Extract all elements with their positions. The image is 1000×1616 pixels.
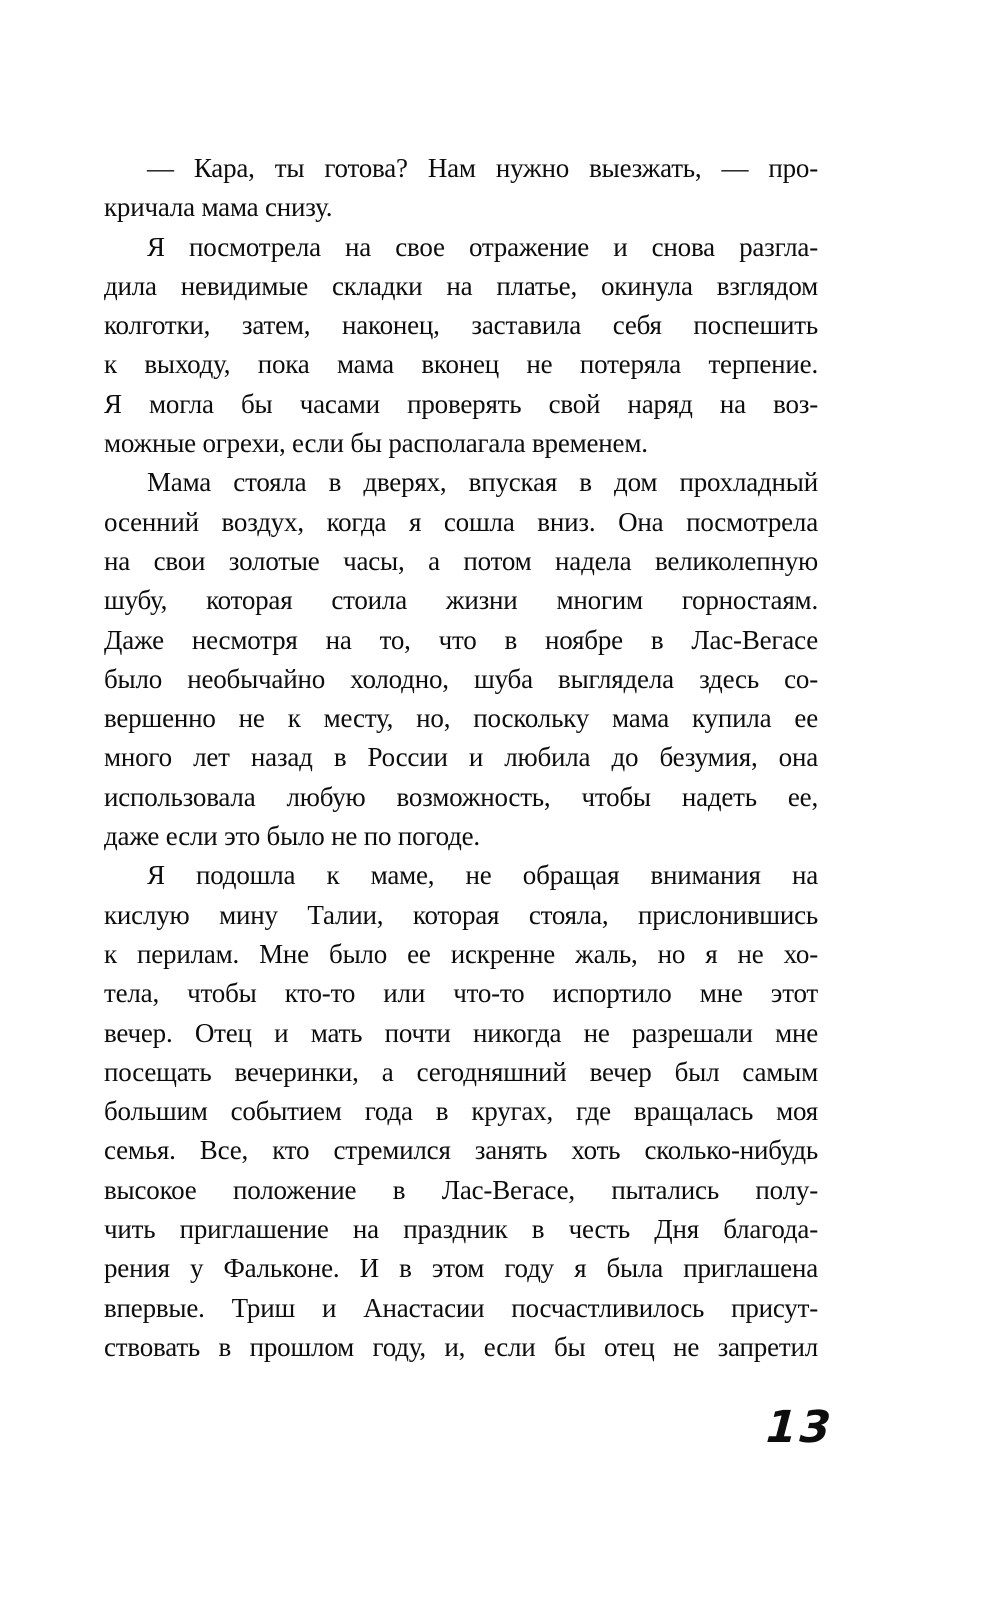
paragraph	[104, 149, 818, 228]
text-line: к перилам. Мне было ее искренне жаль, но я не хо-	[104, 938, 818, 969]
text-line: Я подошла к маме, не обращая внимания на	[147, 860, 818, 891]
paragraph	[104, 463, 818, 856]
text-line: рения у Фальконе. И в этом году я была приглашена	[104, 1253, 818, 1284]
text-line: шубу, которая стоила жизни многим горностаям.	[104, 585, 818, 616]
text-line: можные огрехи, если бы располагала временем.	[104, 428, 648, 459]
text-line: ствовать в прошлом году, и, если бы отец не запретил	[104, 1331, 818, 1362]
text-line: Даже несмотря на то, что в ноябре в Лас-Вегасе	[104, 624, 818, 655]
text-line: на свои золотые часы, а потом надела великолепную	[104, 545, 818, 576]
text-line: было необычайно холодно, шуба выглядела здесь со-	[104, 663, 818, 694]
text-line: посещать вечеринки, а сегодняшний вечер был самым	[104, 1056, 818, 1087]
text-line: Мама стояла в дверях, впуская в дом прохладный	[147, 467, 818, 498]
text-line: к выходу, пока мама вконец не потеряла терпение.	[104, 349, 818, 380]
text-line: высокое положение в Лас-Вегасе, пытались полу-	[104, 1174, 818, 1205]
text-line: кричала мама снизу.	[104, 192, 333, 223]
text-line: колготки, затем, наконец, заставила себя поспешить	[104, 310, 818, 341]
text-line: кислую мину Талии, которая стояла, прислонившись	[104, 899, 818, 930]
text-line: Я могла бы часами проверять свой наряд на воз-	[104, 388, 818, 419]
paragraph	[104, 228, 818, 464]
text-line: чить приглашение на праздник в честь Дня благода-	[104, 1214, 818, 1245]
text-line: дила невидимые складки на платье, окинула взглядом	[104, 270, 818, 301]
text-line: семья. Все, кто стремился занять хоть сколько-нибудь	[104, 1135, 818, 1166]
text-line: большим событием года в кругах, где вращалась моя	[104, 1096, 818, 1127]
page-text	[104, 149, 818, 1367]
text-line: много лет назад в России и любила до безумия, она	[104, 742, 818, 773]
text-line: вечер. Отец и мать почти никогда не разрешали мне	[104, 1017, 818, 1048]
text-line: даже если это было не по погоде.	[104, 821, 480, 852]
text-line: осенний воздух, когда я сошла вниз. Она посмотрела	[104, 506, 818, 537]
text-line: Я посмотрела на свое отражение и снова разгла-	[147, 231, 818, 262]
text-line: тела, чтобы кто-то или что-то испортило мне этот	[104, 978, 818, 1009]
text-line: — Кара, ты готова? Нам нужно выезжать, — про-	[147, 153, 818, 183]
text-line: впервые. Триш и Анастасии посчастливилось присут-	[104, 1292, 818, 1323]
text-line: вершенно не к месту, но, поскольку мама купила ее	[104, 703, 818, 734]
text-line: использовала любую возможность, чтобы надеть ее,	[104, 781, 818, 812]
page-number: 13	[764, 1402, 836, 1453]
paragraph	[104, 856, 818, 1367]
